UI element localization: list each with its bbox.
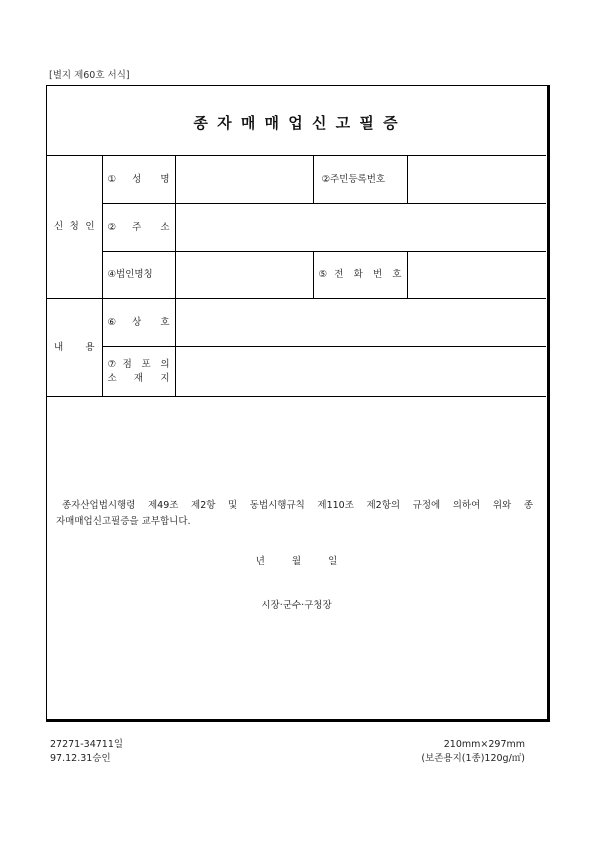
resident-no-label-cell (313, 156, 407, 204)
applicant-group-label: 신 청 인 (54, 221, 95, 232)
table-row (47, 299, 546, 347)
notice-line: 종자산업법시행령 제49조 제2항 및 동법시행규칙 제110조 제2항의 규정에 의하여 위와 종 (62, 500, 533, 511)
corp-name-label-cell (102, 252, 175, 299)
applicant-group-cell (47, 156, 102, 299)
name-label-cell (102, 156, 175, 204)
trade-name-label-cell (102, 299, 175, 347)
address-label: ②주 소 (107, 221, 170, 233)
resident-no-label: ②주민등록번호 (321, 173, 386, 185)
name-label: ①성 명 (107, 173, 170, 185)
issue-date-line: 년 월 일 (255, 556, 338, 567)
address-label-cell (102, 204, 175, 252)
trade-name-label: ⑥상 호 (107, 316, 170, 328)
footer-paper-spec (421, 738, 525, 766)
corp-name-value-cell (175, 252, 313, 299)
info-table (47, 155, 546, 397)
certificate-frame (46, 85, 550, 722)
trade-name-value-cell (175, 299, 546, 347)
resident-no-value-cell (407, 156, 546, 204)
table-row (47, 347, 546, 397)
form-number: [별지 제60호 서식] (49, 70, 130, 81)
certificate-title: 종 자 매 매 업 신 고 필 증 (193, 114, 400, 132)
notice-line: 자매매업신고필증을 교부합니다. (56, 516, 191, 527)
content-group-cell (47, 299, 102, 397)
location-label-line: 소 재 지 (107, 372, 170, 384)
footer-paper-size: 210mm×297mm (443, 739, 525, 750)
issuance-notice (56, 498, 533, 530)
footer-form-code: 27271-34711일 (50, 739, 124, 750)
address-value-cell (175, 204, 546, 252)
location-value-cell (175, 347, 546, 397)
corp-name-label: ④법인명칭 (107, 269, 153, 280)
table-row (47, 204, 546, 252)
phone-label: ⑤전 화 번 호 (318, 269, 402, 280)
issuance-section (47, 396, 546, 716)
phone-value-cell (407, 252, 546, 299)
location-label-line: ⑦점 포 의 (107, 358, 170, 370)
title-row (47, 86, 546, 155)
footer-paper-type: (보존용지(1종)120g/㎡) (421, 753, 525, 764)
name-value-cell (175, 156, 313, 204)
table-row (47, 156, 546, 204)
footer-approval-date: 97.12.31승인 (50, 753, 111, 764)
phone-label-cell (313, 252, 407, 299)
content-group-label: 내 용 (54, 341, 95, 353)
table-row (47, 252, 546, 299)
footer-approval (50, 738, 123, 766)
issuing-authority: 시장·군수·구청장 (261, 600, 332, 611)
location-label-cell (102, 347, 175, 397)
